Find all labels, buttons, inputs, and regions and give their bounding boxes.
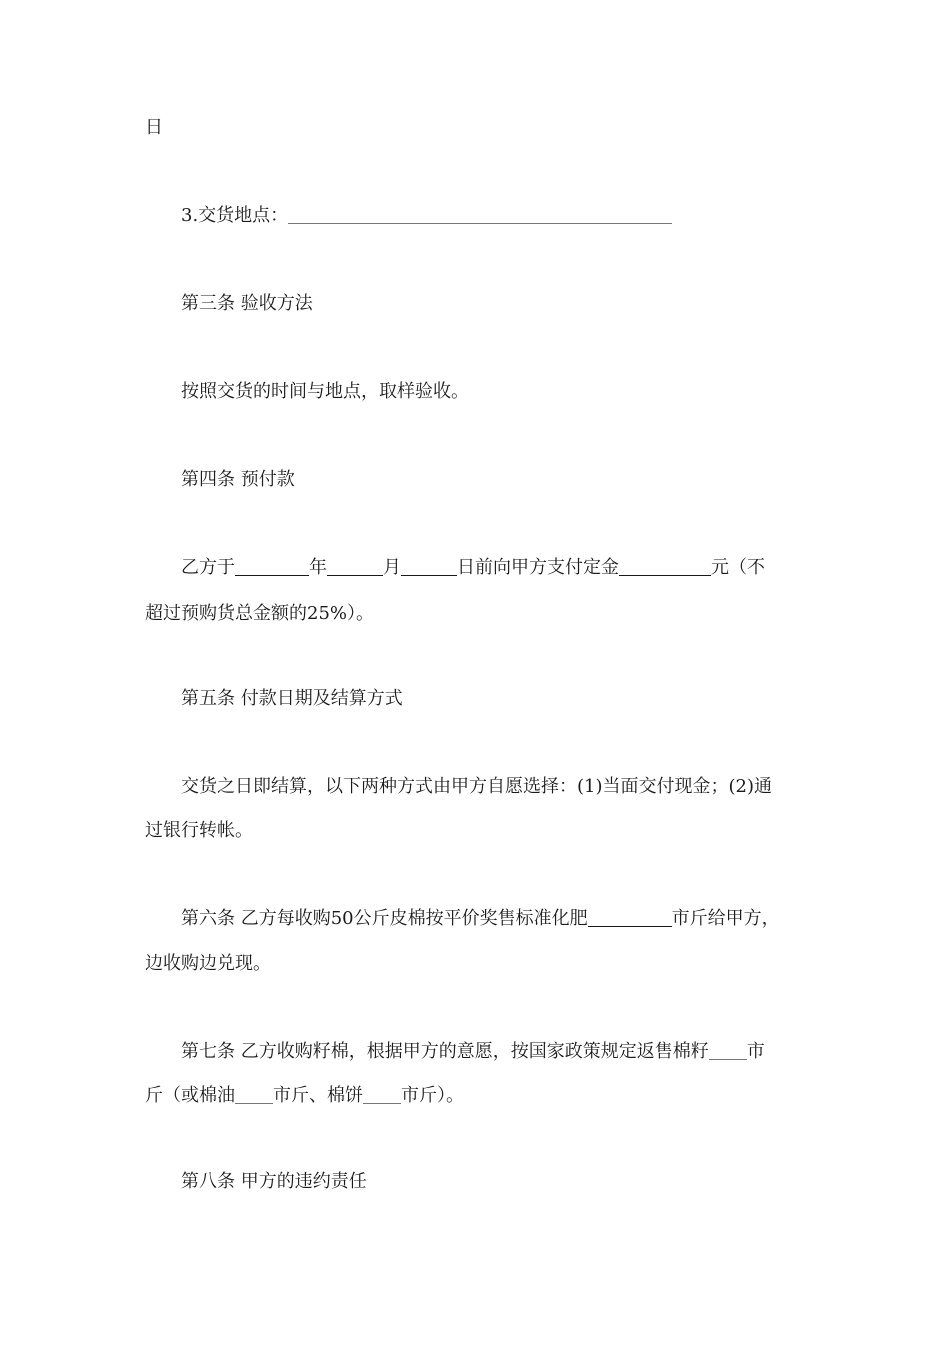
article3-body-text: 按照交货的时间与地点，取样验收。	[181, 381, 469, 402]
article6-text-b: 市斤给甲方，	[671, 908, 780, 929]
article4-text-f: 超过预购货总金额的25%）。	[145, 603, 375, 624]
article7-paragraph-line1	[145, 1029, 846, 1075]
article5-title-text: 第五条 付款日期及结算方式	[181, 688, 403, 709]
fertilizer-amount-blank	[588, 906, 672, 927]
delivery-place-label: 3.交货地点：	[181, 205, 289, 226]
month-blank	[327, 555, 383, 576]
delivery-place-blank	[288, 203, 672, 224]
article8-title-text: 第八条 甲方的违约责任	[181, 1171, 367, 1192]
article5-title	[145, 676, 846, 722]
cotton-cake-amount-blank	[363, 1083, 401, 1104]
article8-title	[145, 1159, 846, 1205]
line-ri	[145, 105, 810, 151]
article4-title-text: 第四条 预付款	[181, 469, 295, 490]
article4-paragraph-line2	[145, 591, 810, 637]
article5-paragraph-line1	[145, 764, 846, 810]
article4-paragraph-line1	[145, 545, 846, 591]
article6-paragraph-line1	[145, 896, 846, 942]
article7-text-c: 斤（或棉油	[145, 1085, 235, 1106]
cottonseed-amount-blank	[709, 1039, 747, 1060]
article4-text-b: 年	[309, 557, 327, 578]
article5-paragraph-line2	[145, 808, 810, 854]
article7-text-e: 市斤）。	[401, 1085, 464, 1106]
year-blank	[235, 555, 309, 576]
article5-text-b: 过银行转帐。	[145, 820, 253, 841]
day-blank	[401, 555, 457, 576]
article6-text-a: 第六条 乙方每收购50公斤皮棉按平价奖售标准化肥	[181, 908, 588, 929]
article3-body	[145, 369, 846, 415]
article7-paragraph-line2	[145, 1073, 810, 1119]
article4-title	[145, 457, 846, 503]
article7-text-b: 市	[746, 1041, 765, 1062]
article4-text-e: 元（不	[711, 557, 765, 578]
article3-title	[145, 281, 846, 327]
article7-text-d: 市斤、棉饼	[273, 1085, 363, 1106]
article3-title-text: 第三条 验收方法	[181, 293, 313, 314]
deposit-amount-blank	[619, 555, 711, 576]
article6-text-c: 边收购边兑现。	[145, 953, 271, 974]
article5-text-a: 交货之日即结算，以下两种方式由甲方自愿选择：(1)当面交付现金；(2)通	[181, 776, 772, 797]
article4-text-a: 乙方于	[181, 557, 235, 578]
cotton-oil-amount-blank	[235, 1083, 273, 1104]
article6-paragraph-line2	[145, 941, 810, 987]
article7-text-a: 第七条 乙方收购籽棉，根据甲方的意愿，按国家政策规定返售棉籽	[181, 1041, 709, 1062]
article4-text-d: 日前向甲方支付定金	[457, 557, 619, 578]
delivery-place-line	[145, 193, 846, 239]
article4-text-c: 月	[383, 557, 401, 578]
line-ri-text: 日	[145, 117, 163, 138]
